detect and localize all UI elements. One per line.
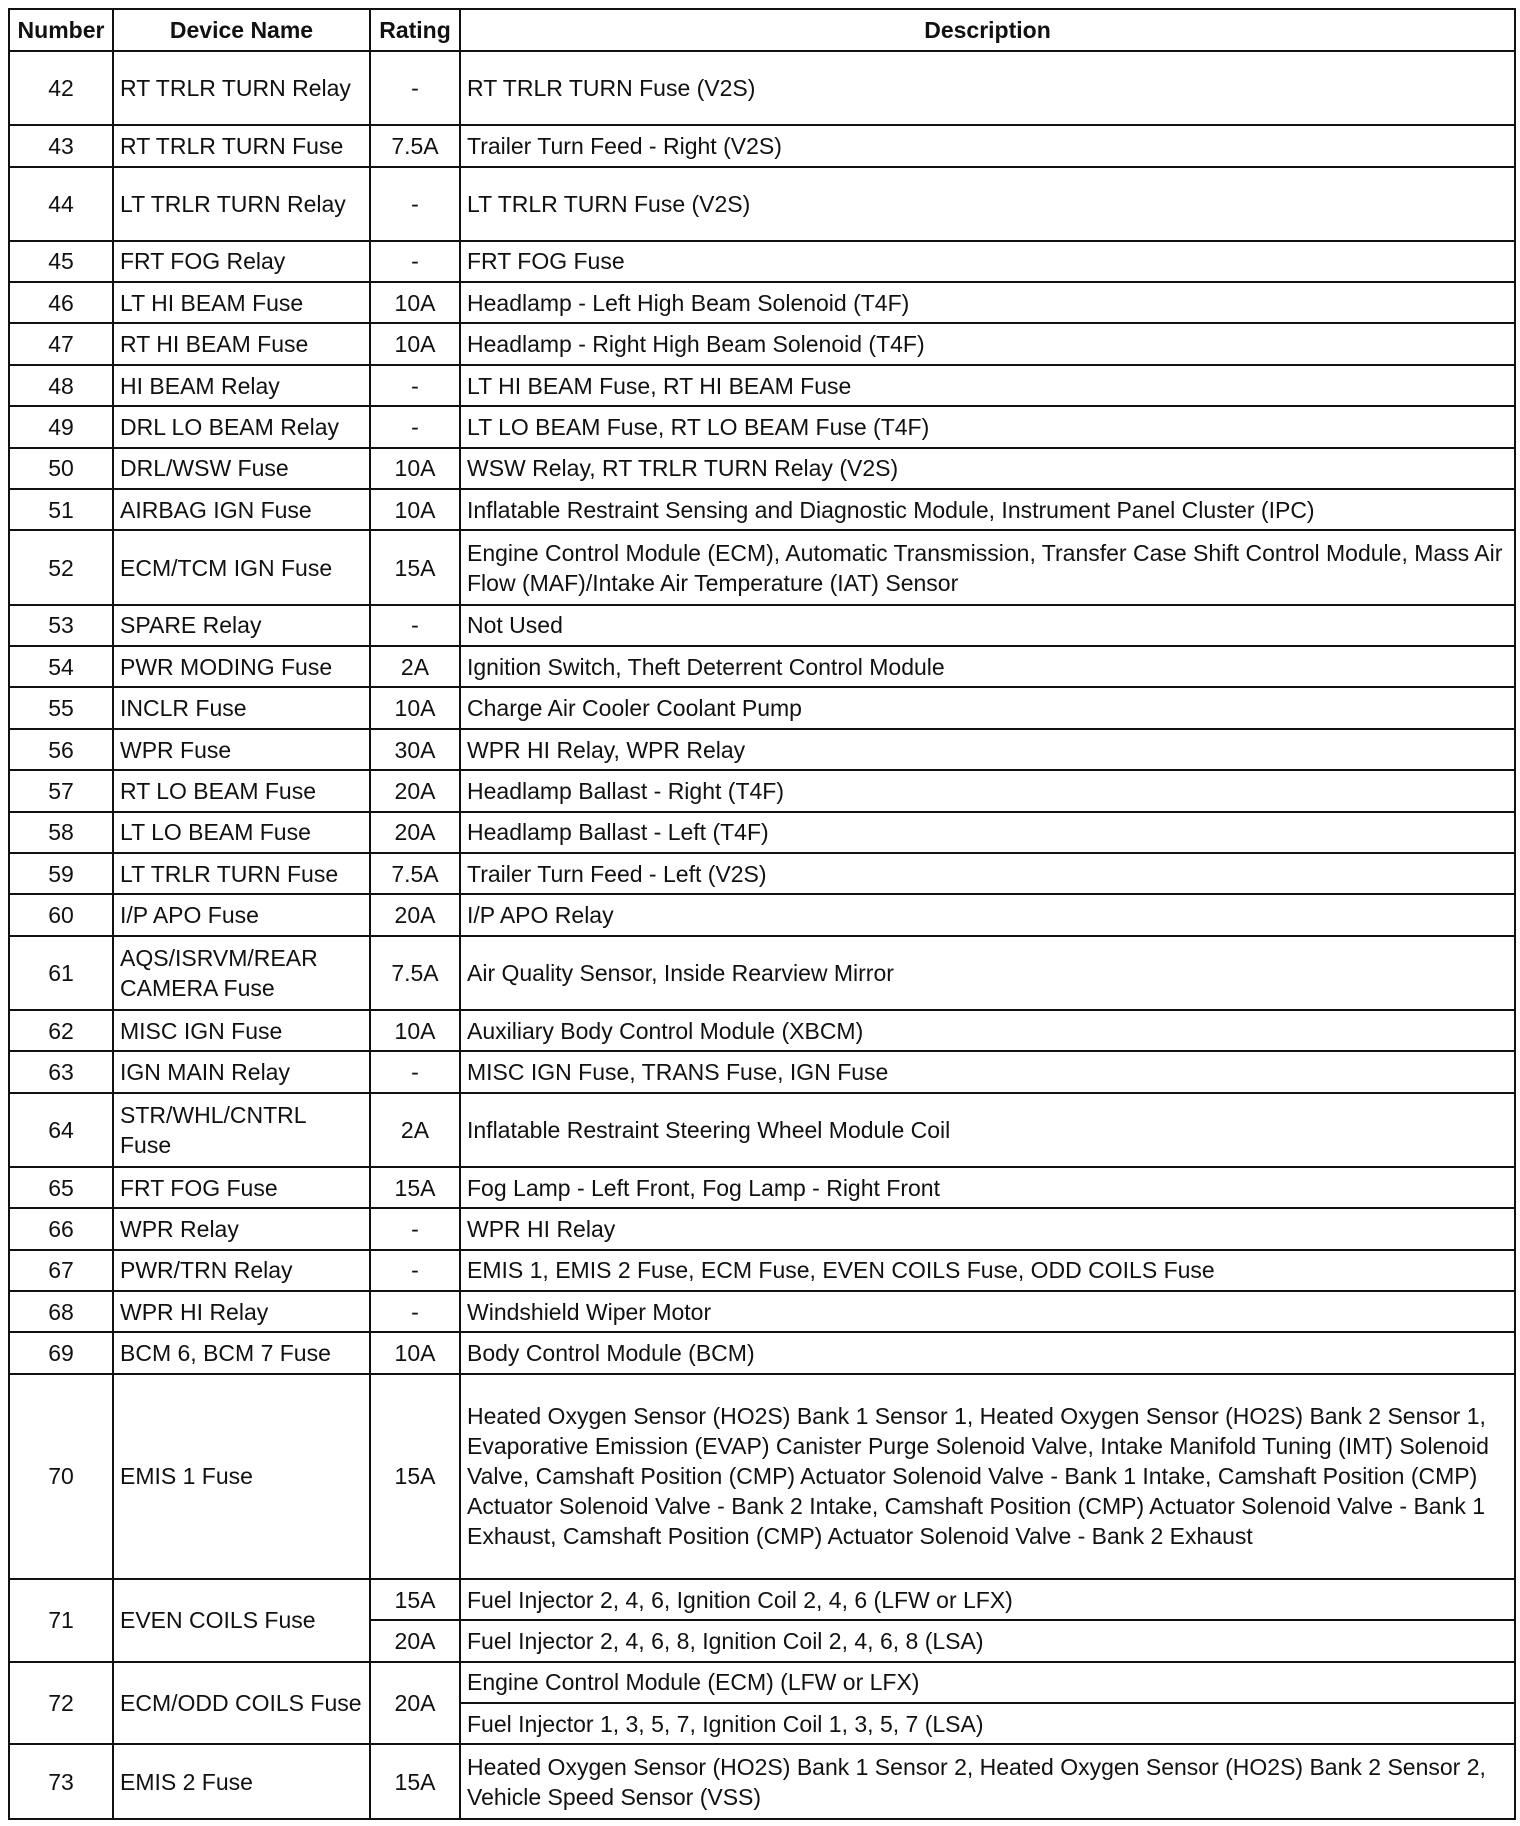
table-row [9,1093,1515,1167]
table-row [9,1291,1515,1332]
device-name: ECM/ODD COILS Fuse [113,1662,370,1745]
description: LT TRLR TURN Fuse (V2S) [460,167,1515,241]
fuse-number: 67 [9,1250,113,1291]
rating: 10A [370,323,460,364]
device-name: EVEN COILS Fuse [113,1579,370,1662]
header-row [9,9,1515,51]
table-row [9,282,1515,323]
description: Fog Lamp - Left Front, Fog Lamp - Right Front [460,1167,1515,1208]
fuse-number: 65 [9,1167,113,1208]
device-name: RT TRLR TURN Fuse [113,125,370,166]
device-name: DRL/WSW Fuse [113,448,370,489]
fuse-number: 64 [9,1093,113,1167]
description: LT HI BEAM Fuse, RT HI BEAM Fuse [460,365,1515,406]
rating: - [370,1291,460,1332]
fuse-number: 47 [9,323,113,364]
table-row [9,323,1515,364]
description: Engine Control Module (ECM) (LFW or LFX) [460,1662,1515,1703]
fuse-number: 43 [9,125,113,166]
device-name: RT TRLR TURN Relay [113,51,370,125]
table-row [9,241,1515,282]
device-name: RT HI BEAM Fuse [113,323,370,364]
device-name: WPR Relay [113,1208,370,1249]
fuse-number: 60 [9,894,113,935]
fuse-number: 53 [9,605,113,646]
table-row [9,1051,1515,1092]
device-name: PWR MODING Fuse [113,646,370,687]
fuse-number: 42 [9,51,113,125]
fuse-number: 69 [9,1332,113,1373]
device-name: WPR Fuse [113,729,370,770]
rating: 20A [370,770,460,811]
description: WPR HI Relay [460,1208,1515,1249]
table-row [9,1250,1515,1291]
device-name: STR/WHL/CNTRL Fuse [113,1093,370,1167]
device-name: MISC IGN Fuse [113,1010,370,1051]
table-row [9,729,1515,770]
device-name: LT TRLR TURN Fuse [113,853,370,894]
rating: - [370,1208,460,1249]
description: Headlamp Ballast - Left (T4F) [460,812,1515,853]
table-row [9,1208,1515,1249]
rating: 10A [370,1332,460,1373]
description: I/P APO Relay [460,894,1515,935]
rating: 15A [370,1374,460,1579]
description: Engine Control Module (ECM), Automatic Transmission, Transfer Case Shift Control Module, Mass Air Flow (MAF)/Intake Air Temperature (IAT) Sensor [460,530,1515,604]
rating: 7.5A [370,853,460,894]
rating: 15A [370,530,460,604]
table-row [9,1662,1515,1703]
rating: - [370,406,460,447]
rating: 20A [370,894,460,935]
rating: - [370,365,460,406]
description: EMIS 1, EMIS 2 Fuse, ECM Fuse, EVEN COILS Fuse, ODD COILS Fuse [460,1250,1515,1291]
description: WPR HI Relay, WPR Relay [460,729,1515,770]
rating: 7.5A [370,936,460,1010]
rating: 10A [370,448,460,489]
rating: 2A [370,1093,460,1167]
fuse-number: 72 [9,1662,113,1745]
device-name: WPR HI Relay [113,1291,370,1332]
rating: - [370,241,460,282]
device-name: ECM/TCM IGN Fuse [113,530,370,604]
fuse-number: 68 [9,1291,113,1332]
rating: 10A [370,1010,460,1051]
fuse-number: 51 [9,489,113,530]
table-row [9,1374,1515,1579]
rating: 30A [370,729,460,770]
table-row [9,167,1515,241]
description: Heated Oxygen Sensor (HO2S) Bank 1 Sensor 2, Heated Oxygen Sensor (HO2S) Bank 2 Sensor 2, Vehicle Speed Sensor (VSS) [460,1744,1515,1819]
column-header-number: Number [9,9,113,51]
device-name: I/P APO Fuse [113,894,370,935]
device-name: INCLR Fuse [113,687,370,728]
device-name: LT HI BEAM Fuse [113,282,370,323]
device-name: RT LO BEAM Fuse [113,770,370,811]
fuse-number: 73 [9,1744,113,1819]
description: Inflatable Restraint Steering Wheel Module Coil [460,1093,1515,1167]
rating: - [370,1250,460,1291]
description: Charge Air Cooler Coolant Pump [460,687,1515,728]
column-header-description: Description [460,9,1515,51]
table-row [9,125,1515,166]
table-row [9,646,1515,687]
table-header [9,9,1515,51]
fuse-number: 66 [9,1208,113,1249]
table-row [9,687,1515,728]
fuse-number: 62 [9,1010,113,1051]
rating: - [370,51,460,125]
column-header-device-name: Device Name [113,9,370,51]
rating: 10A [370,282,460,323]
description: FRT FOG Fuse [460,241,1515,282]
rating: 10A [370,687,460,728]
fuse-number: 54 [9,646,113,687]
description: Fuel Injector 1, 3, 5, 7, Ignition Coil 1, 3, 5, 7 (LSA) [460,1703,1515,1744]
rating: 10A [370,489,460,530]
table-body [9,51,1515,1819]
fuse-number: 50 [9,448,113,489]
description: Windshield Wiper Motor [460,1291,1515,1332]
device-name: LT TRLR TURN Relay [113,167,370,241]
description: Trailer Turn Feed - Left (V2S) [460,853,1515,894]
fuse-number: 44 [9,167,113,241]
column-header-rating: Rating [370,9,460,51]
description: Heated Oxygen Sensor (HO2S) Bank 1 Sensor 1, Heated Oxygen Sensor (HO2S) Bank 2 Sensor 1, Evaporative Emission (EVAP) Canister Purge Solenoid Valve, Intake Manifold Tuning (IMT) Solenoid Valve, Camshaft Position (CMP) Actuator Solenoid Valve - Bank 1 Intake, Camshaft Position (CMP) Actuator Solenoid Valve - Bank 2 Intake, Camshaft Position (CMP) Actuator Solenoid Valve - Bank 1 Exhaust, Camshaft Position (CMP) Actuator Solenoid Valve - Bank 2 Exhaust [460,1374,1515,1579]
table-row [9,406,1515,447]
table-row [9,530,1515,604]
table-row [9,1332,1515,1373]
description: Body Control Module (BCM) [460,1332,1515,1373]
rating: - [370,605,460,646]
description: LT LO BEAM Fuse, RT LO BEAM Fuse (T4F) [460,406,1515,447]
table-row [9,489,1515,530]
rating: 15A [370,1744,460,1819]
description: Fuel Injector 2, 4, 6, Ignition Coil 2, 4, 6 (LFW or LFX) [460,1579,1515,1620]
description: WSW Relay, RT TRLR TURN Relay (V2S) [460,448,1515,489]
device-name: IGN MAIN Relay [113,1051,370,1092]
table-row [9,448,1515,489]
table-row [9,936,1515,1010]
fuse-number: 70 [9,1374,113,1579]
description: RT TRLR TURN Fuse (V2S) [460,51,1515,125]
fuse-number: 63 [9,1051,113,1092]
fuse-relay-table [8,8,1516,1820]
table-row [9,1579,1515,1620]
device-name: PWR/TRN Relay [113,1250,370,1291]
device-name: AQS/ISRVM/REAR CAMERA Fuse [113,936,370,1010]
description: Not Used [460,605,1515,646]
rating: 20A [370,812,460,853]
description: MISC IGN Fuse, TRANS Fuse, IGN Fuse [460,1051,1515,1092]
fuse-number: 46 [9,282,113,323]
fuse-number: 45 [9,241,113,282]
device-name: EMIS 1 Fuse [113,1374,370,1579]
device-name: LT LO BEAM Fuse [113,812,370,853]
fuse-number: 52 [9,530,113,604]
table-row [9,365,1515,406]
table-row [9,812,1515,853]
fuse-number: 58 [9,812,113,853]
device-name: HI BEAM Relay [113,365,370,406]
table-row [9,770,1515,811]
device-name: FRT FOG Relay [113,241,370,282]
rating: - [370,1051,460,1092]
description: Headlamp - Left High Beam Solenoid (T4F) [460,282,1515,323]
fuse-number: 49 [9,406,113,447]
table-row [9,1167,1515,1208]
table-row [9,51,1515,125]
table-row [9,605,1515,646]
rating: 20A [370,1662,460,1745]
rating: - [370,167,460,241]
fuse-number: 71 [9,1579,113,1662]
description: Headlamp - Right High Beam Solenoid (T4F) [460,323,1515,364]
description: Auxiliary Body Control Module (XBCM) [460,1010,1515,1051]
fuse-number: 48 [9,365,113,406]
table-row [9,1744,1515,1819]
table-row [9,853,1515,894]
rating: 2A [370,646,460,687]
fuse-number: 56 [9,729,113,770]
table-row [9,894,1515,935]
device-name: FRT FOG Fuse [113,1167,370,1208]
description: Inflatable Restraint Sensing and Diagnostic Module, Instrument Panel Cluster (IPC) [460,489,1515,530]
description: Trailer Turn Feed - Right (V2S) [460,125,1515,166]
fuse-number: 57 [9,770,113,811]
device-name: EMIS 2 Fuse [113,1744,370,1819]
fuse-number: 55 [9,687,113,728]
fuse-number: 61 [9,936,113,1010]
description: Fuel Injector 2, 4, 6, 8, Ignition Coil 2, 4, 6, 8 (LSA) [460,1620,1515,1661]
table-row [9,1010,1515,1051]
device-name: BCM 6, BCM 7 Fuse [113,1332,370,1373]
description: Air Quality Sensor, Inside Rearview Mirror [460,936,1515,1010]
rating: 20A [370,1620,460,1661]
device-name: AIRBAG IGN Fuse [113,489,370,530]
rating: 15A [370,1167,460,1208]
description: Ignition Switch, Theft Deterrent Control Module [460,646,1515,687]
description: Headlamp Ballast - Right (T4F) [460,770,1515,811]
rating: 15A [370,1579,460,1620]
device-name: SPARE Relay [113,605,370,646]
rating: 7.5A [370,125,460,166]
fuse-number: 59 [9,853,113,894]
device-name: DRL LO BEAM Relay [113,406,370,447]
